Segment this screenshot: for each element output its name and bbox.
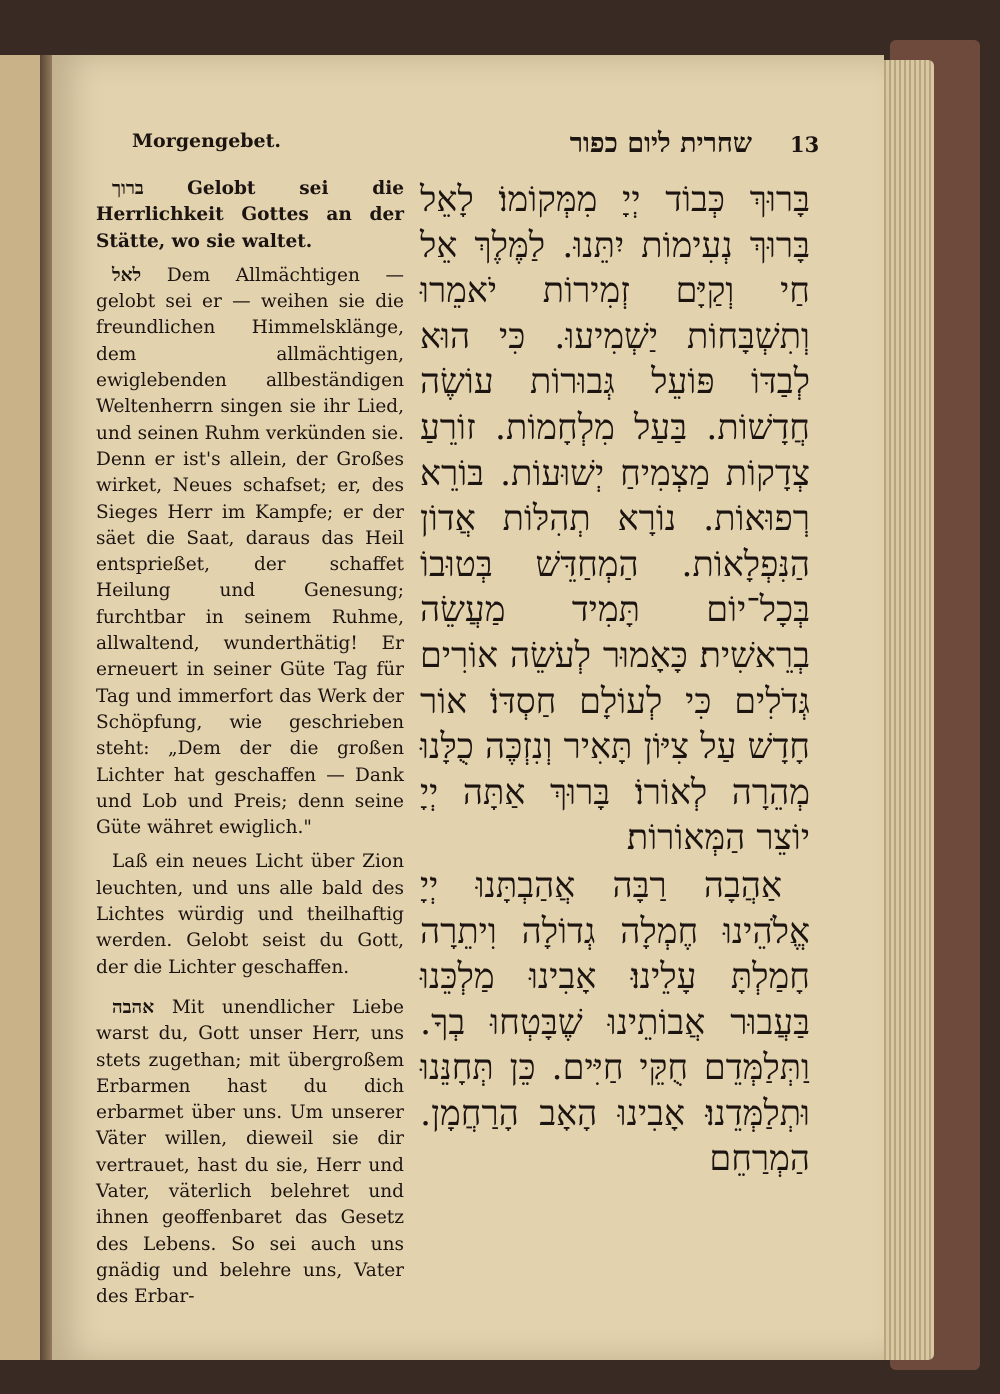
running-head-hebrew: שחרית ליום כפור [569, 128, 752, 159]
german-translation-column [96, 176, 404, 1310]
paragraph-text: Gelobt sei die Herrlichkeit Gottes an der Stätte, wo sie waltet. [96, 178, 404, 252]
running-head-german: Morgengebet. [132, 130, 282, 152]
german-paragraph [96, 995, 404, 1311]
page-stack [876, 60, 934, 1360]
hebrew-incipit: לאל [112, 264, 142, 286]
hebrew-prayer-column [420, 178, 810, 1183]
page-number: 13 [790, 132, 820, 157]
hebrew-incipit: ברוך [112, 178, 144, 199]
paragraph-text: Laß ein neues Licht über Zion leuchten, und uns alle bald des Lichtes würdig und theilhaftig werden. Gelobt seist du Gott, der die Lichter geschaffen. [96, 851, 404, 978]
paragraph-text: Mit unendlicher Liebe warst du, Gott unser Herr, uns stets zugethan; mit übergroßem Erbarmen hast du dich erbarmet über uns. Um unserer Väter willen, dieweil sie dir vertrauet, hast du sie, Herr und Vater, väterlich belehret und ihnen geoffenbaret das Gesetz des Lebens. So sei auch uns gnädig und belehre uns, Vater des Erbar- [96, 996, 404, 1308]
hebrew-paragraph: אַהֲבָה רַבָּה אֲהַבְתָּנוּ יְיָ אֱלֹהֵינוּ חֶמְלָה גְדוֹלָה וִיתֵרָה חָמַלְתָּ עָלֵינוּ׃ אָבִינוּ מַלְכֵּנוּ בַּעֲבוּר אֲבוֹתֵינוּ שֶׁבָּטְחוּ בְךָ. וַתְּלַמְּדֵם חֻקֵּי חַיִּים. כֵּן תְּחָנֵּנוּ וּתְלַמְּדֵנוּ׃ אָבִינוּ הָאָב הָרַחֲמָן. הַמְרַחֵם [420, 865, 810, 1180]
hebrew-incipit: אהבה [112, 996, 155, 1018]
german-paragraph [96, 849, 404, 980]
hebrew-paragraph: בָּרוּךְ כְּבוֹד יְיָ מִמְּקוֹמוֹ׃ לָאֵל בָּרוּךְ נְעִימוֹת יִתֵּנוּ. לַמֶּלֶךְ אֵל חַי וְקַיָּם זְמִירוֹת יֹאמֵרוּ וְתִשְׁבָּחוֹת יַשְׁמִיעוּ. כִּי הוּא לְבַדּוֹ פּוֹעֵל גְּבוּרוֹת עוֹשֶׂה חֲדָשׁוֹת. בַּעַל מִלְחָמוֹת. זוֹרֵעַ צְדָקוֹת מַצְמִיחַ יְשׁוּעוֹת. בּוֹרֵא רְפוּאוֹת. נוֹרָא תְהִלּוֹת אֲדוֹן הַנִּפְלָאוֹת. הַמְחַדֵּשׁ בְּטוּבוֹ בְּכָל־יוֹם תָּמִיד מַעֲשֵׂה בְרֵאשִׁית׃ כָּאָמוּר לְעֹשֵׂה אוֹרִים גְּדֹלִים כִּי לְעוֹלָם חַסְדּוֹ׃ אוֹר חָדָשׁ עַל צִיּוֹן תָּאִיר וְנִזְכֶּה כֻלָּנוּ מְהֵרָה לְאוֹרוֹ׃ בָּרוּךְ אַתָּה יְיָ יוֹצֵר הַמְּאוֹרוֹת׃ [420, 180, 810, 859]
german-paragraph [96, 263, 404, 842]
left-page-edge [0, 55, 42, 1360]
paragraph-text: Dem Allmächtigen — gelobt sei er — weihen sie die freundlichen Himmelsklänge, dem allmächtigen, ewiglebenden allbeständigen Weltenherrn singen sie ihr Lied, und seinen Ruhm verkünden sie. Denn er ist's allein, der Großes wirket, Neues schafset; er, des Sieges Herr im Kampfe; er der säet die Saat, daraus das Heil entsprießet, der schaffet Heilung und Genesung; furchtbar in seinem Ruhme, allwaltend, wunderthätig! Er erneuert in seiner Güte Tag für Tag und immerfort das Werk der Schöpfung, wie geschrieben steht: „Dem der die großen Lichter hat geschaffen — Dank und Lob und Preis; denn seine Güte währet ewiglich." [96, 264, 405, 839]
german-paragraph [96, 176, 404, 255]
